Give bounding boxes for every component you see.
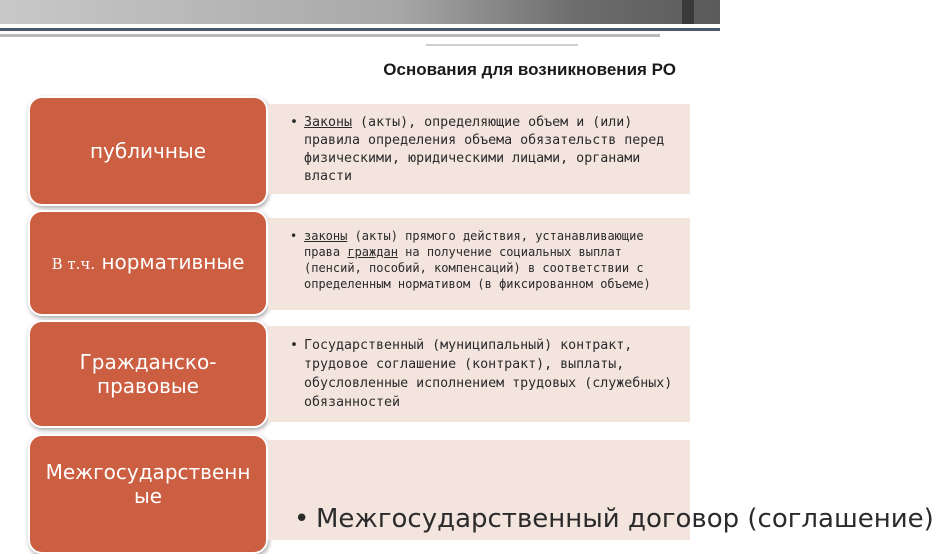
bullet-item xyxy=(290,228,678,292)
bullet-icon: • xyxy=(290,115,299,130)
bullet-icon: • xyxy=(290,229,298,243)
bullet-icon: • xyxy=(290,338,299,353)
category-box-interstate xyxy=(28,434,268,554)
category-label: публичные xyxy=(89,139,206,163)
category-box-civil xyxy=(28,320,268,428)
category-box-normative xyxy=(28,210,268,316)
top-decor-accent xyxy=(682,0,694,24)
bullet-item xyxy=(290,114,678,186)
bullet-lead: Законы xyxy=(304,115,353,130)
content-box-normative xyxy=(268,218,690,310)
category-box-public xyxy=(28,96,268,206)
bullet-text: Межгосударственный договор (соглашение) xyxy=(316,504,934,534)
bullet-underlined: граждан xyxy=(347,245,398,259)
category-prefix: В т.ч. xyxy=(51,255,96,273)
bullet-item xyxy=(290,336,678,412)
bullet-text-rest: на получение социальных выплат (пенсий, пособий, компенсаций) в соответствии с определенным нормативом (в фиксированном объеме) xyxy=(304,245,651,291)
bullet-icon: • xyxy=(294,504,310,534)
bullet-lead: законы xyxy=(304,229,348,243)
content-box-civil xyxy=(268,326,690,422)
content-box-public xyxy=(268,104,690,194)
bullet-text: (акты), определяющие объем и (или) правила определения объема обязательств перед физическими, юридическими лицами, органами власти xyxy=(304,115,665,184)
bullet-item xyxy=(294,502,934,536)
header-rule-short xyxy=(426,44,578,46)
bullet-text: Государственный (муниципальный) контракт, трудовое соглашение (контракт), выплаты, обусловленные исполнением трудовых (служебных) обязанностей xyxy=(304,338,673,410)
category-label: Гражданско-правовые xyxy=(79,350,217,398)
bullet-text: (акты) прямого действия, устанавливающие права xyxy=(304,229,644,259)
category-label: нормативные xyxy=(95,250,245,274)
header-rule-light xyxy=(0,34,660,37)
content-box-interstate xyxy=(268,440,934,540)
category-label: Межгосударственные xyxy=(45,460,251,508)
slide-title: Основания для возникновения РО xyxy=(383,60,676,79)
top-decor-bar xyxy=(0,0,720,24)
header-rule-dark xyxy=(0,28,720,31)
